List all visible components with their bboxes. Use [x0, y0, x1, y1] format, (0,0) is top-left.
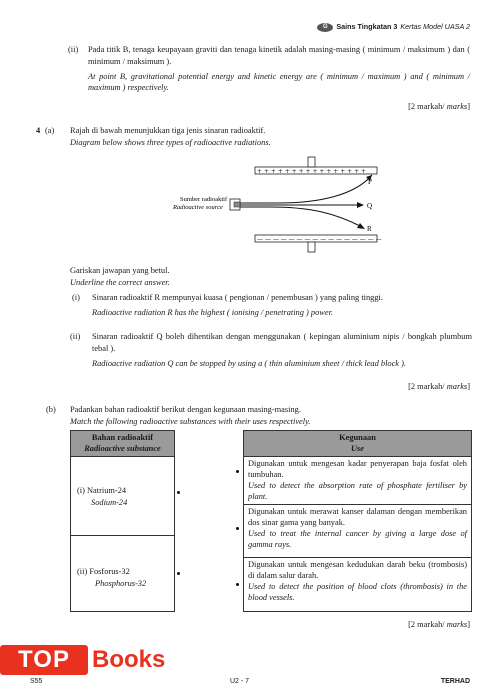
substance-1-text: (i) Natrium-24 Sodium-24 [77, 486, 128, 507]
classification-label: TERHAD [440, 678, 470, 685]
match-dot-use-1[interactable] [236, 470, 239, 473]
q4-intro-english: Diagram below shows three types of radioactive radiations. [70, 137, 271, 147]
header-title: Sains Tingkatan 3 [336, 22, 398, 31]
radioactive-source-core [234, 202, 240, 207]
q3-part-ii-number: (ii) [68, 45, 79, 54]
q4-part-ii-text [92, 331, 472, 369]
use-table [243, 430, 472, 612]
instruction-english: Underline the correct answer. [70, 277, 170, 287]
page-header [317, 22, 470, 32]
q3-part-ii-malay: Pada titik B, tenaga keupayaan graviti dan tenaga kinetik adalah masing-masing ( minimum / maksimum ) dan ( minimum / maksimum ). [88, 45, 470, 66]
q4-part-i-malay: Sinaran radioaktif R mempunyai kuasa ( pengionan / penembusan ) yang paling tinggi. [92, 293, 383, 302]
use-row-2: Digunakan untuk merawat kanser dalaman dengan memberikan dos sinar gama yang banyak. Used to treat the internal cancer by giving a large dose of gamma rays. [244, 505, 471, 558]
q4-part-i-english: Radioactive radiation R has the highest ( ionising / penetrating ) power. [92, 307, 333, 317]
header-subtitle: Kertas Model UASA 2 [400, 22, 470, 31]
instruction-malay: Gariskan jawapan yang betul. [70, 266, 170, 275]
substance-row-1 [71, 457, 174, 536]
source-label-english: Radioactive source [173, 204, 223, 211]
q4-intro-malay: Rajah di bawah menunjukkan tiga jenis sinaran radioaktif. [70, 126, 266, 135]
q4-part-a-intro [70, 125, 470, 149]
positive-plate-stem [308, 157, 315, 167]
match-dot-substance-2[interactable] [177, 572, 180, 575]
page-number: U2 - 7 [230, 678, 250, 685]
q3-marks: [2 markah/ marks] [408, 102, 470, 111]
beam-p-path [240, 175, 372, 203]
q3-part-ii-english: At point B, gravitational potential energy and kinetic energy are ( minimum / maximum ) and ( minimum / maximum ) respectively. [88, 71, 470, 93]
q4-part-ii-number: (ii) [70, 332, 81, 341]
q4a-marks: [2 markah/ marks] [408, 382, 470, 391]
q4-part-b-intro [70, 404, 470, 428]
q4-part-ii-english: Radioactive radiation Q can be stopped by using a ( thin aluminium sheet / thick lead block ). [92, 358, 407, 368]
beam-q-arrow [357, 202, 364, 208]
substance-row-2 [71, 536, 174, 609]
q4-instruction [70, 265, 170, 289]
part-b-malay: Padankan bahan radioaktif berikut dengan kegunaan masing-masing. [70, 405, 301, 414]
use-row-1: Digunakan untuk mengesan kadar penyerapan baja fosfat oleh tumbuhan. Used to detect the absorption rate of phosphate fertiliser by plant. [244, 457, 471, 505]
q4-part-i-text [92, 292, 472, 319]
label-r: R [367, 225, 372, 233]
minus-signs: — — — — — — — — — — — — — — — — [257, 236, 382, 243]
question-4-number: 4 [36, 126, 41, 135]
use-table-header: Kegunaan Use [244, 431, 471, 457]
q4-part-a-label: (a) [45, 126, 55, 135]
watermark-top: TOP [0, 645, 88, 675]
part-b-english: Match the following radioactive substances with their uses respectively. [70, 416, 311, 426]
match-dot-use-2[interactable] [236, 527, 239, 530]
substance-table [70, 430, 175, 612]
substance-2-text: (ii) Fosforus-32 Phosphorus-32 [77, 567, 147, 588]
match-dot-use-3[interactable] [236, 583, 239, 586]
q4-part-b-label: (b) [46, 405, 56, 414]
watermark-books: Books [92, 646, 166, 673]
q4-part-i-number: (i) [72, 293, 80, 302]
beam-r-path [240, 207, 362, 227]
q4b-marks: [2 markah/ marks] [408, 620, 470, 629]
radiation-diagram [160, 155, 390, 260]
beam-r-arrow [357, 223, 365, 229]
q4-part-ii-malay: Sinaran radioaktif Q boleh dihentikan dengan menggunakan ( kepingan aluminium nipis / bongkah plumbum tebal ). [92, 332, 472, 353]
label-q: Q [367, 202, 373, 210]
plus-signs: + + + + + + + + + + + + + + + + [257, 168, 367, 175]
use-row-3: Digunakan untuk mengesan kedudukan darah beku (trombosis) di dalam salur darah. Used to detect the position of blood clots (thrombosis) in the blood vessels. [248, 560, 467, 602]
topbooks-watermark [0, 645, 190, 675]
publisher-logo: G [317, 23, 333, 32]
q3-part-ii-text [88, 44, 470, 94]
negative-plate-stem [308, 242, 315, 252]
match-dot-substance-1[interactable] [177, 491, 180, 494]
substance-table-header: Bahan radioaktif Radioactive substance [71, 431, 174, 457]
label-p: P [368, 178, 372, 186]
source-label-malay: Sumber radioaktif [180, 196, 228, 203]
page-code: S55 [30, 678, 43, 685]
